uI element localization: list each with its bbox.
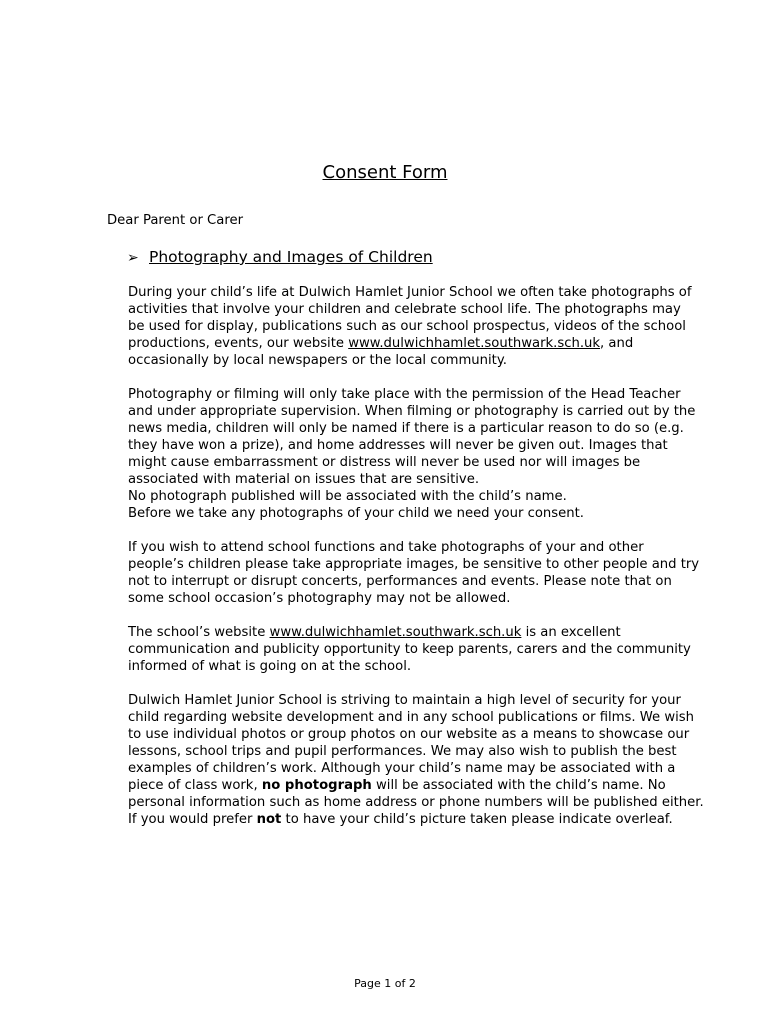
text-segment: is an excellent [521,625,621,640]
text-segment: will be associated with the child’s name. No [371,778,666,793]
text-line: communication and publicity opportunity to keep parents, carers and the community [128,642,691,657]
letter-body [128,284,704,828]
text-line [128,624,698,641]
text-segment: , and [600,336,634,351]
text-line: activities that involve your children and celebrate school life. The photographs may [128,302,681,317]
text-line [128,335,698,352]
school-website-link[interactable]: www.dulwichhamlet.southwark.sch.uk [269,625,522,640]
text-line: child regarding website development and in any school publications or films. We wish [128,710,695,725]
paragraph-permission [128,386,698,522]
text-line: personal information such as home address or phone numbers will be published either. [128,795,704,810]
paragraph-photo-usage [128,284,698,369]
school-website-link[interactable]: www.dulwichhamlet.southwark.sch.uk [348,336,601,351]
paragraph-school-functions [128,539,698,607]
text-segment: piece of class work, [128,778,262,793]
arrow-bullet-icon: ➢ [127,250,139,266]
text-line: Photography or filming will only take place with the permission of the Head Teacher [128,387,681,402]
text-line: might cause embarrassment or distress will never be used nor will images be [128,455,641,470]
text-line: lessons, school trips and pupil performances. We may also wish to publish the best [128,744,677,759]
text-line: Dulwich Hamlet Junior School is striving to maintain a high level of security for your [128,693,681,708]
text-line: and under appropriate supervision. When filming or photography is carried out by the [128,404,696,419]
text-segment: to have your child’s picture taken please indicate overleaf. [281,812,673,827]
text-line: they have won a prize), and home addresses will never be given out. Images that [128,438,668,453]
text-line: some school occasion’s photography may not be allowed. [128,591,511,606]
text-line: During your child’s life at Dulwich Hamlet Junior School we often take photographs of [128,285,692,300]
section-heading [127,246,433,269]
page-title: Consent Form [322,162,448,183]
text-line [128,811,698,828]
paragraph-security [128,692,704,828]
text-line: No photograph published will be associated with the child’s name. [128,489,567,504]
text-line: to use individual photos or group photos on our website as a means to showcase our [128,727,690,742]
section-heading-text: Photography and Images of Children [149,248,433,266]
bold-emphasis: not [256,812,282,827]
text-line: occasionally by local newspapers or the local community. [128,353,507,368]
text-line: Before we take any photographs of your child we need your consent. [128,506,584,521]
text-line: be used for display, publications such as our school prospectus, videos of the school [128,319,686,334]
text-line [128,777,698,794]
salutation: Dear Parent or Carer [107,213,244,228]
page-number: Page 1 of 2 [354,977,416,990]
text-line: not to interrupt or disrupt concerts, performances and events. Please note that on [128,574,672,589]
text-segment: If you would prefer [128,812,257,827]
text-line: news media, children will only be named if there is a particular reason to do so (e.g. [128,421,684,436]
text-line: examples of children’s work. Although your child’s name may be associated with a [128,761,676,776]
text-line: If you wish to attend school functions and take photographs of your and other [128,540,644,555]
paragraph-website [128,624,698,675]
bold-emphasis: no photograph [261,778,372,793]
text-segment: productions, events, our website [128,336,349,351]
text-line: associated with material on issues that are sensitive. [128,472,480,487]
text-line: informed of what is going on at the school. [128,659,412,674]
text-segment: The school’s website [128,625,270,640]
text-line: people’s children please take appropriate images, be sensitive to other people and try [128,557,700,572]
